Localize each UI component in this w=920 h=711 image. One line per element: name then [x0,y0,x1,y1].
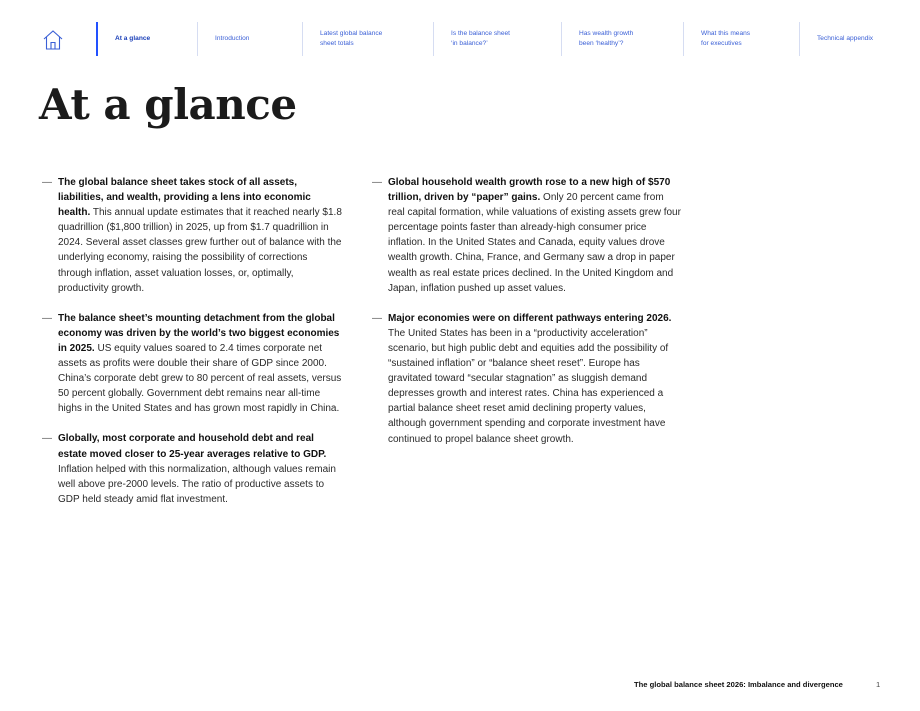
nav-item-label: ‘in balance?’ [451,40,488,47]
summary-bullet [42,175,342,296]
dash-marker: — [372,177,382,188]
nav-item-executives[interactable] [683,22,798,56]
footer-report-title: The global balance sheet 2026: Imbalance and divergence [634,680,843,689]
bullet-lead: Major economies were on different pathways entering 2026. [388,312,672,324]
right-column [372,175,682,462]
bullet-text: This annual update estimates that it reached nearly $1.8 quadrillion ($1,800 trillion) in 2025, up from $1.7 quadrillion in 2024. Several asset classes grew further out of balance with the underlying economy, raising the possibility of corrections through inflation, asset valuation losses, or, optimally, productivity growth. [58,207,342,294]
bullet-lead: Globally, most corporate and household debt and real estate moved closer to 25-year averages relative to GDP. [58,433,327,460]
nav-item-label: been ‘healthy’? [579,40,624,47]
summary-bullet [372,175,682,296]
summary-bullet [372,311,682,447]
home-icon[interactable] [41,28,65,52]
nav-item-latest-totals[interactable] [302,22,432,56]
nav-item-label: sheet totals [320,40,354,47]
dash-marker: — [372,312,382,324]
nav-item-label: Technical appendix [817,35,874,42]
left-column [42,175,342,522]
bullet-text: US equity values soared to 2.4 times corporate net assets as profits were double their share of GDP since 2000. China’s corporate debt grew to 80 percent of real assets, versus 50 percent globally. Government debt remains near all-time highs in the United States and has grown most rapidly in China. [58,342,342,415]
nav-item-label: Has wealth growth [579,30,634,37]
bullet-lead: The global balance sheet takes stock of all assets, liabilities, and wealth, providing a lens into economic health. [58,177,311,219]
bullet-lead: Global household wealth growth rose to a new high of $570 trillion, driven by “paper” gains. [388,177,671,204]
dash-marker: — [42,312,52,324]
nav-item-label: for executives [701,40,742,47]
dash-marker: — [42,433,52,445]
nav-item-technical-appendix[interactable] [799,22,909,56]
nav-item-label: What this means [701,30,751,37]
nav-item-in-balance[interactable] [433,22,560,56]
nav-item-label: Latest global balance [320,30,383,37]
page-number: 1 [876,680,881,689]
nav-item-label: Introduction [215,35,250,42]
summary-bullet [42,311,342,417]
nav-item-label: Is the balance sheet [451,30,511,37]
nav-item-wealth-growth[interactable] [561,22,682,56]
bullet-text: Inflation helped with this normalization, although values remain well above pre-2000 levels. The ratio of productive assets to GDP held steady amid flat investment. [58,463,336,505]
nav-item-introduction[interactable] [197,22,287,56]
nav-item-label: At a glance [115,35,151,42]
bullet-text: Only 20 percent came from real capital formation, while valuations of existing assets grew four percentage points faster than already-high consumer price inflation. In the United States and Canada, equity values drove wealth growth. China, France, and Germany saw a drop in paper wealth as real estate prices declined. In the United Kingdom and Japan, inflation pushed up asset values. [388,192,681,294]
nav-item-at-a-glance[interactable] [96,22,196,56]
summary-bullet [42,431,342,506]
page-title: At a glance [39,80,297,129]
dash-marker: — [42,177,52,188]
bullet-text: The United States has been in a “productivity acceleration” scenario, but high public debt and equities add the possibility of “sustained inflation” or “balance sheet reset”. Europe has gravitated toward “secular stagnation” as sluggish demand depresses growth and interest rates. China has experienced a partial balance sheet reset amid declining property values, although government spending and corporate investment have continued to propel balance sheet growth. [388,327,669,445]
top-navigation [0,0,920,60]
bullet-lead: The balance sheet’s mounting detachment from the global economy was driven by the world’s two biggest economies in 2025. [58,312,340,354]
